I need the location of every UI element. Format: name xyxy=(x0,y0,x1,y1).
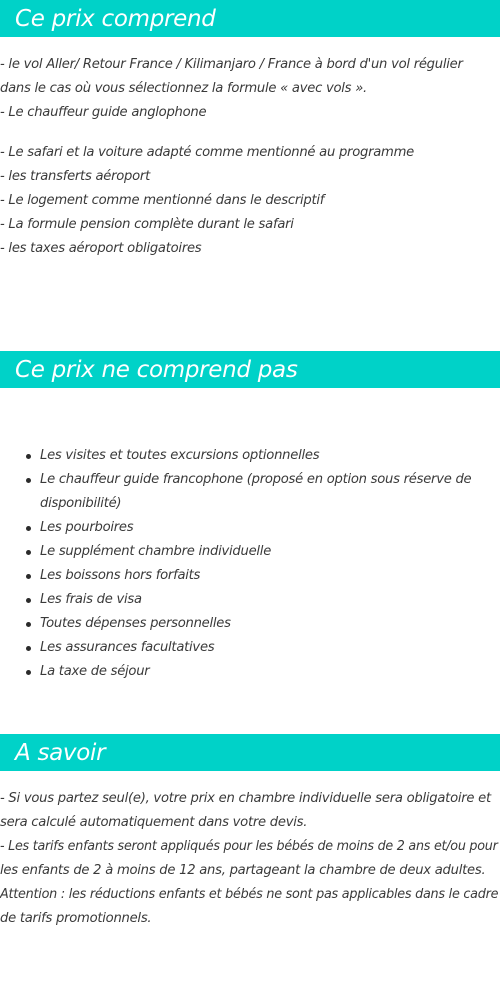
included-line: - La formule pension complète durant le safari xyxy=(0,217,294,232)
bullet-icon xyxy=(26,670,31,675)
included-line: - Le safari et la voiture adapté comme mentionné au programme xyxy=(0,145,414,160)
included-line: - Le logement comme mentionné dans le descriptif xyxy=(0,193,325,208)
included-section-header xyxy=(0,0,500,37)
included-line: - le vol Aller/ Retour France / Kilimanjaro / France à bord d'un vol régulier xyxy=(0,57,463,72)
included-line: - les taxes aéroport obligatoires xyxy=(0,241,202,256)
list-item-text: disponibilité) xyxy=(40,496,122,511)
list-item xyxy=(0,612,500,636)
list-item xyxy=(0,660,500,684)
list-item-text: Les visites et toutes excursions optionnelles xyxy=(40,448,320,463)
list-item xyxy=(0,636,500,660)
info-line: - Les tarifs enfants seront appliqués pour les bébés de moins de 2 ans et/ou pour xyxy=(0,839,498,854)
included-line: - Le chauffeur guide anglophone xyxy=(0,105,207,120)
excluded-section-header xyxy=(0,351,500,388)
list-item-text: Les frais de visa xyxy=(40,592,142,607)
list-item-text: La taxe de séjour xyxy=(40,664,150,679)
bullet-icon xyxy=(26,454,31,459)
info-section-title: A savoir xyxy=(15,739,106,766)
list-item-text: Le supplément chambre individuelle xyxy=(40,544,272,559)
info-text xyxy=(0,787,500,931)
list-item xyxy=(0,540,500,564)
list-item-text: Les boissons hors forfaits xyxy=(40,568,201,583)
list-item xyxy=(0,588,500,612)
info-line: sera calculé automatiquement dans votre devis. xyxy=(0,815,308,830)
bullet-icon xyxy=(26,622,31,627)
info-section-header xyxy=(0,734,500,771)
included-list-group-1 xyxy=(0,53,500,125)
included-line: dans le cas où vous sélectionnez la formule « avec vols ». xyxy=(0,81,367,96)
list-item xyxy=(0,468,500,516)
info-line: les enfants de 2 à moins de 12 ans, partageant la chambre de deux adultes. xyxy=(0,863,486,878)
info-line: de tarifs promotionnels. xyxy=(0,911,152,926)
info-line: - Si vous partez seul(e), votre prix en chambre individuelle sera obligatoire et xyxy=(0,791,491,806)
list-item xyxy=(0,516,500,540)
list-item xyxy=(0,444,500,468)
list-item-text: Les assurances facultatives xyxy=(40,640,215,655)
list-item xyxy=(0,564,500,588)
bullet-icon xyxy=(26,478,31,483)
list-item-text: Toutes dépenses personnelles xyxy=(40,616,231,631)
info-line: Attention : les réductions enfants et bébés ne sont pas applicables dans le cadre xyxy=(0,887,499,902)
bullet-icon xyxy=(26,550,31,555)
bullet-icon xyxy=(26,574,31,579)
list-item-text: Les pourboires xyxy=(40,520,134,535)
excluded-section-title: Ce prix ne comprend pas xyxy=(15,356,298,383)
bullet-icon xyxy=(26,646,31,651)
list-item-text: Le chauffeur guide francophone (proposé en option sous réserve de xyxy=(40,472,472,487)
included-list-group-2 xyxy=(0,141,500,261)
bullet-icon xyxy=(26,526,31,531)
included-section-title: Ce prix comprend xyxy=(15,5,216,32)
excluded-list xyxy=(0,444,500,684)
bullet-icon xyxy=(26,598,31,603)
included-line: - les transferts aéroport xyxy=(0,169,150,184)
